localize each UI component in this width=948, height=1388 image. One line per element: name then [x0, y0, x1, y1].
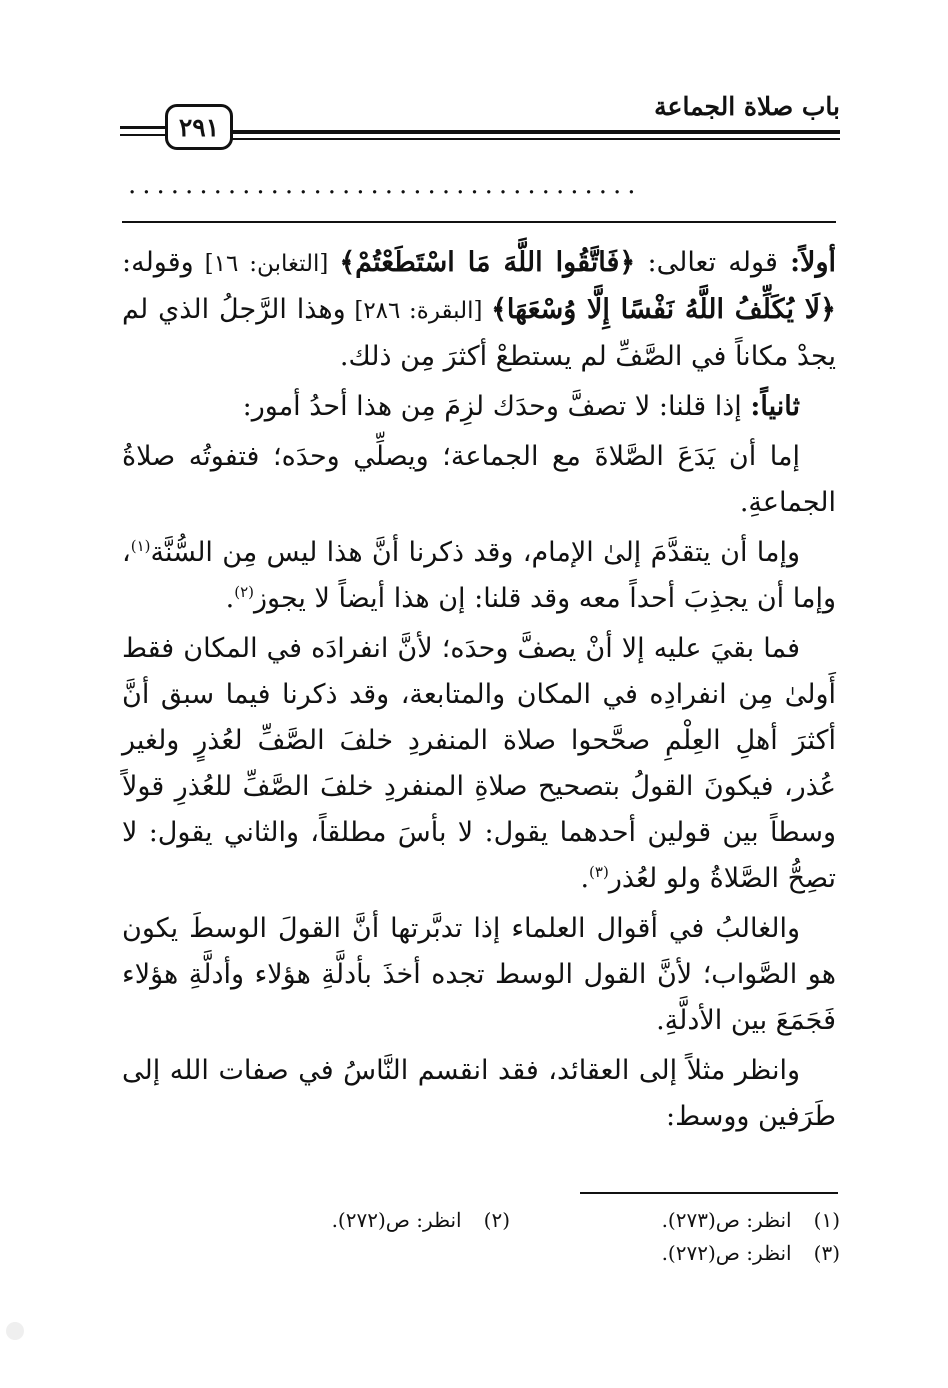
footnote [510, 1237, 840, 1270]
paragraph-first-point [122, 240, 836, 380]
footnote-number: (١) [813, 1208, 840, 1232]
quran-verse: ﴿فَاتَّقُوا اللَّهَ مَا اسْتَطَعْتُمْ﴾ [339, 247, 636, 278]
scan-smudge [6, 1322, 24, 1340]
page-number [165, 104, 233, 150]
header-rule-left-thick [120, 126, 165, 129]
footnote-number: (٣) [813, 1241, 840, 1265]
header-rule-left-thin [120, 134, 165, 136]
paragraph-middle-view [122, 906, 836, 1044]
paragraph-text: وانظر مثلاً إلى العقائد، فقد انقسم النَّاسُ في صفات الله إلى طَرَفين ووسط: [122, 1055, 836, 1132]
header-rule-thin [230, 138, 840, 140]
footnote-marker[interactable]: (٢) [234, 583, 254, 601]
running-title: باب صلاة الجماعة [654, 92, 840, 121]
point-label: ثانياً: [750, 391, 800, 422]
footnote-row [150, 1237, 840, 1270]
footnote [180, 1204, 510, 1237]
verse-reference: [البقرة: ٢٨٦] [345, 298, 492, 324]
paragraph-text: إذا قلنا: لا تصفَّ وحدَك لزِمَ مِن هذا أحدُ أمور: [242, 391, 751, 422]
verse-reference: [التغابن: ١٦] [193, 251, 340, 277]
footnote-text: انظر: ص(٢٧٢). [661, 1241, 792, 1265]
quran-verse: ﴿لَا يُكَلِّفُ اللَّهُ نَفْسًا إِلَّا وُسْعَهَا﴾ [491, 294, 836, 325]
paragraph-text: ، وإما أن يجذِبَ أحداً معه وقد قلنا: إن هذا أيضاً لا يجوز [122, 537, 836, 614]
dotted-separator: .................................... [128, 170, 642, 200]
intro-text: قوله تعالى: [635, 247, 791, 278]
paragraph-text: . [225, 583, 235, 614]
page-header [120, 86, 840, 156]
paragraph-text: وإما أن يتقدَّمَ إلىٰ الإمام، وقد ذكرنا أنَّ هذا ليس مِن السُّنَّة [150, 537, 800, 568]
intro-text: وقوله: [122, 247, 194, 278]
paragraph-text: وهذا الرَّجلُ الذي لم يجدْ مكاناً في الصَّفِّ لم يستطعْ أكثرَ مِن ذلك. [122, 294, 836, 372]
paragraph-text: فما بقيَ عليه إلا أنْ يصفَّ وحدَه؛ لأنَّ انفرادَه في المكان فقط أَولىٰ مِن انفرادِه في المكان والمتابعة، وقد ذكرنا فيما سبق أنَّ أكثرَ أهلِ العِلْمِ صحَّحوا صلاة المنفردِ خلفَ الصَّفِّ لعُذرٍ ولغير عُذر، فيكونَ القولُ بتصحيح صلاةِ المنفردِ خلفَ الصَّفِّ للعُذرِ قولاً وسطاً بين قولين أحدهما يقول: لا بأسَ مطلقاً، والثاني يقول: لا تصِحُّ الصَّلاةُ ولو لعُذر [122, 633, 836, 894]
footnote-marker[interactable]: (١) [130, 537, 151, 555]
paragraph-text: . [580, 863, 590, 894]
paragraph-text: إما أن يَدَعَ الصَّلاةَ مع الجماعة؛ ويصلِّي وحدَه؛ فتفوتُه صلاةُ الجماعةِ. [122, 441, 836, 518]
paragraph-creeds [122, 1048, 836, 1140]
footnote-number: (٢) [483, 1208, 510, 1232]
footnotes [150, 1204, 840, 1270]
body-text [122, 240, 836, 1144]
paragraph-conclusion [122, 626, 836, 902]
footnote-rule [580, 1192, 838, 1194]
footnote-row [150, 1204, 840, 1237]
paragraph-option-one [122, 434, 836, 526]
page-number-text: ٢٩١ [178, 112, 220, 142]
paragraph-second-point [122, 384, 836, 430]
paragraph-text: والغالبُ في أقوال العلماء إذا تدبَّرتها أنَّ القولَ الوسطَ يكون هو الصَّواب؛ لأنَّ القول الوسط تجده أخذَ بأدلَّةِ هؤلاء وأدلَّةِ هؤلاء فَجَمَعَ بين الأدلَّةِ. [122, 913, 836, 1036]
footnote-marker[interactable]: (٣) [589, 863, 609, 881]
section-divider [122, 221, 836, 223]
footnote-text: انظر: ص(٢٧٢). [331, 1208, 462, 1232]
header-rule-thick [230, 130, 840, 134]
footnote [510, 1204, 840, 1237]
footnote-text: انظر: ص(٢٧٣). [661, 1208, 792, 1232]
point-label: أولاً: [790, 247, 836, 278]
paragraph-option-two [122, 530, 836, 622]
